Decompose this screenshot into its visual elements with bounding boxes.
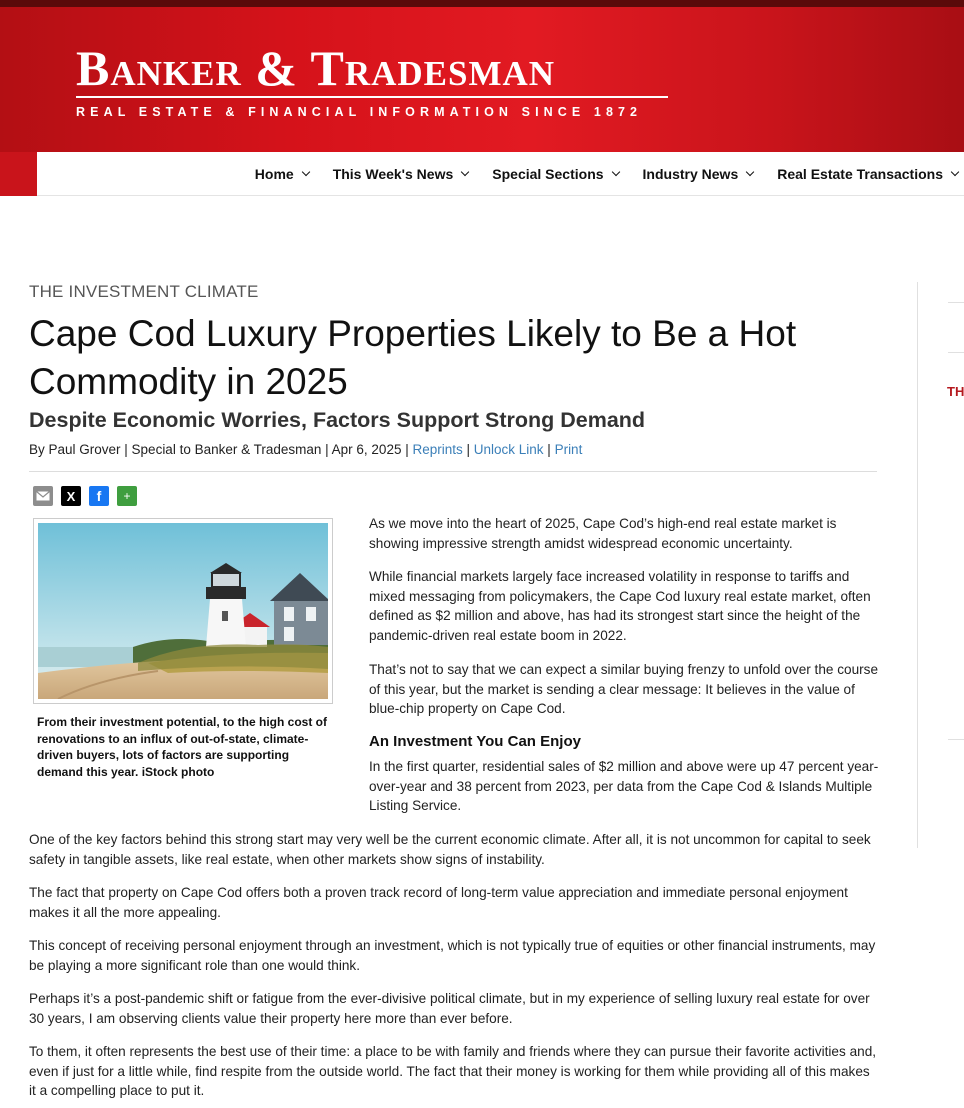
article-image-frame [33,518,333,704]
nav-special-sections-label: Special Sections [492,165,604,182]
x-icon[interactable]: X [61,486,81,506]
article-headline: Cape Cod Luxury Properties Likely to Be a Hot Commodity in 2025 [29,313,797,402]
article-byline [29,442,582,457]
chevron-down-icon [301,168,309,176]
chevron-down-icon [746,168,754,176]
more-share-icon[interactable]: + [117,486,137,506]
sidebar-rule [948,739,964,740]
sidebar-heading[interactable]: TH [947,384,964,399]
email-icon[interactable] [33,486,53,506]
paragraph-1: As we move into the heart of 2025, Cape Cod’s high-end real estate market is showing impressive strength amidst widespread economic uncertainty. [369,516,837,551]
top-strip [0,0,964,7]
paragraph-8: Perhaps it’s a post-pandemic shift or fatigue from the ever-divisive political climate, but in my experience of selling luxury real estate for over 30 years, I am observing clients value their property here more than ever before. [29,991,870,1026]
sidebar-divider [917,282,918,848]
header-divider [29,471,877,472]
nav-real-estate-transactions[interactable] [777,166,958,182]
section-heading: An Investment You Can Enjoy [369,733,581,750]
paragraph-7: This concept of receiving personal enjoyment through an investment, which is not typically true of equities or other financial instruments, may be playing a more significant role than one would think. [29,938,876,973]
print-link[interactable]: Print [554,442,583,457]
sidebar-rule [948,352,964,353]
nav-home-label: Home [254,165,294,182]
byline-separator: | [543,442,555,457]
nav-industry-news-label: Industry News [642,165,739,182]
sidebar-rule [948,302,964,303]
lighthouse-photo[interactable] [38,523,328,699]
site-logo[interactable] [76,42,670,119]
nav-industry-news[interactable] [643,166,754,182]
paragraph-9: To them, it often represents the best use of their time: a place to be with family and friends where they can pursue their favorite activities and, even if just for a little while, find respite from the outside world. The fact that their money is working for them while providing all of this makes it a compelling place to put it. [29,1044,877,1099]
masthead-left-block [0,152,37,196]
nav-this-weeks-news[interactable] [333,166,469,182]
paragraph-6: The fact that property on Cape Cod offers both a proven track record of long-term value appreciation and immediate personal enjoyment makes it all the more appealing. [29,885,848,920]
chevron-down-icon [951,168,959,176]
main-nav [37,152,964,196]
logo-divider [76,96,668,98]
nav-this-weeks-news-label: This Week's News [332,165,454,182]
chevron-down-icon [611,168,619,176]
paragraph-5: One of the key factors behind this strong start may very well be the current economic climate. After all, it is not uncommon for capital to seek safety in tangible assets, like real estate, when other markets show signs of instability. [29,832,871,867]
nav-real-estate-transactions-label: Real Estate Transactions [777,165,943,182]
unlock-link[interactable]: Unlock Link [473,442,544,457]
share-bar [33,486,137,506]
article-kicker[interactable]: THE INVESTMENT CLIMATE [29,282,259,301]
nav-special-sections[interactable] [492,166,618,182]
paragraph-4: In the first quarter, residential sales of $2 million and above were up 47 percent year-over-year and 38 percent from 2023, per data from the Cape Cod & Islands Multiple Listing Service. [369,759,879,814]
logo-title: Banker & Tradesman [76,40,556,96]
reprints-link[interactable]: Reprints [412,442,463,457]
article-subhead: Despite Economic Worries, Factors Support Strong Demand [29,408,646,432]
nav-home[interactable] [255,166,309,182]
byline-author: By Paul Grover | Special to Banker & Tradesman | Apr 6, 2025 | [29,442,413,457]
image-caption: From their investment potential, to the high cost of renovations to an influx of out-of-state, climate-driven buyers, lots of factors are supporting demand this year. iStock photo [37,715,328,779]
paragraph-2: While financial markets largely face increased volatility in response to tariffs and mixed messaging from policymakers, the Cape Cod luxury real estate market, often defined as $2 million and above, has had its strongest start since the height of the pandemic-driven real estate boom in 2022. [369,569,871,643]
facebook-icon[interactable]: f [89,486,109,506]
paragraph-3: That’s not to say that we can expect a similar buying frenzy to unfold over the course of this year, but the market is sending a clear message: It believes in the value of blue-chip property on Cape Cod. [369,662,879,717]
chevron-down-icon [461,168,469,176]
logo-tagline: REAL ESTATE & FINANCIAL INFORMATION SINCE 1872 [76,105,643,119]
byline-separator: | [462,442,474,457]
